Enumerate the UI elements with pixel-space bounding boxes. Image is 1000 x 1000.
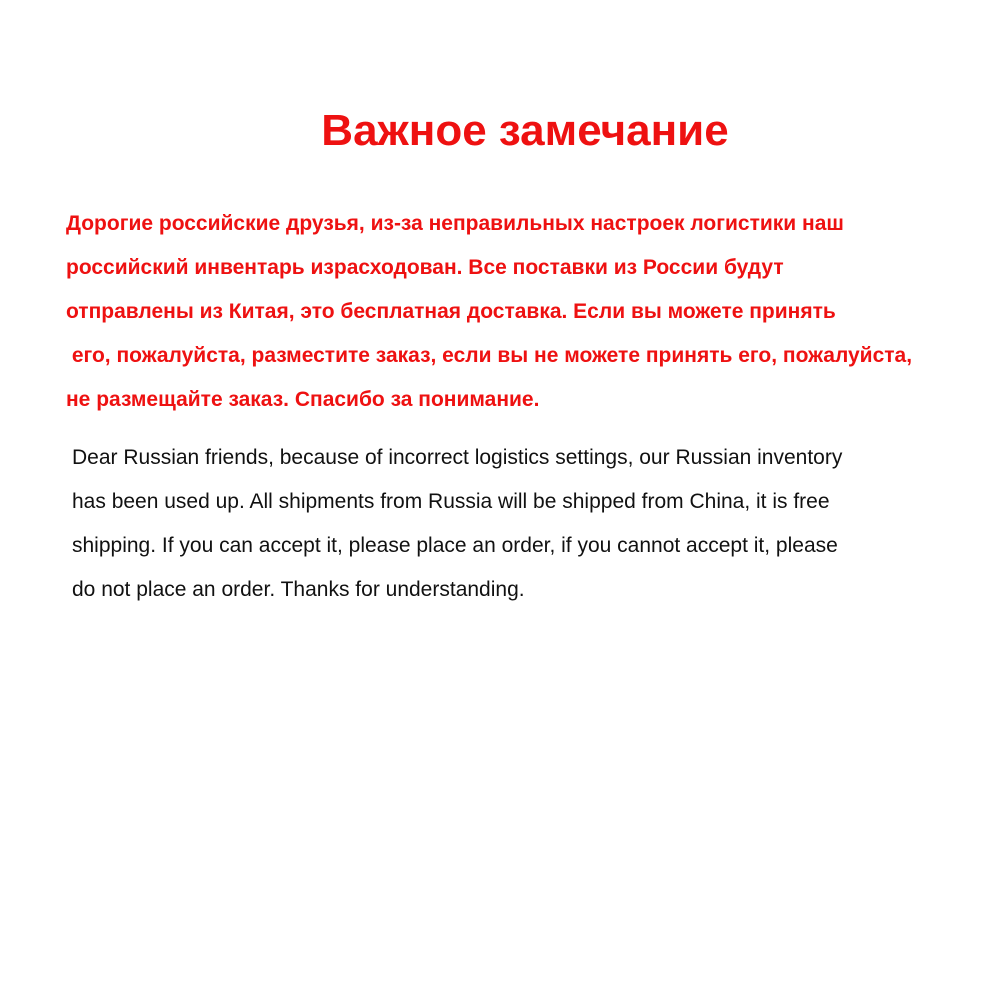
russian-notice-line-3: отправлены из Китая, это бесплатная доставка. Если вы можете принять xyxy=(66,300,836,323)
english-notice-paragraph xyxy=(72,436,982,612)
english-notice-line-3: shipping. If you can accept it, please place an order, if you cannot accept it, please xyxy=(72,534,838,557)
english-notice-line-1: Dear Russian friends, because of incorrect logistics settings, our Russian inventory xyxy=(72,446,843,469)
notice-title: Важное замечание xyxy=(321,106,729,155)
russian-notice-line-1: Дорогие российские друзья, из-за неправильных настроек логистики наш xyxy=(66,212,844,235)
russian-notice-line-4: его, пожалуйста, разместите заказ, если вы не можете принять его, пожалуйста, xyxy=(66,344,913,367)
russian-notice-line-5: не размещайте заказ. Спасибо за понимание. xyxy=(66,388,540,411)
russian-notice-line-2: российский инвентарь израсходован. Все поставки из России будут xyxy=(66,256,784,279)
english-notice-line-4: do not place an order. Thanks for understanding. xyxy=(72,578,525,601)
english-notice-line-2: has been used up. All shipments from Russia will be shipped from China, it is free xyxy=(72,490,830,513)
russian-notice-paragraph xyxy=(66,202,986,422)
